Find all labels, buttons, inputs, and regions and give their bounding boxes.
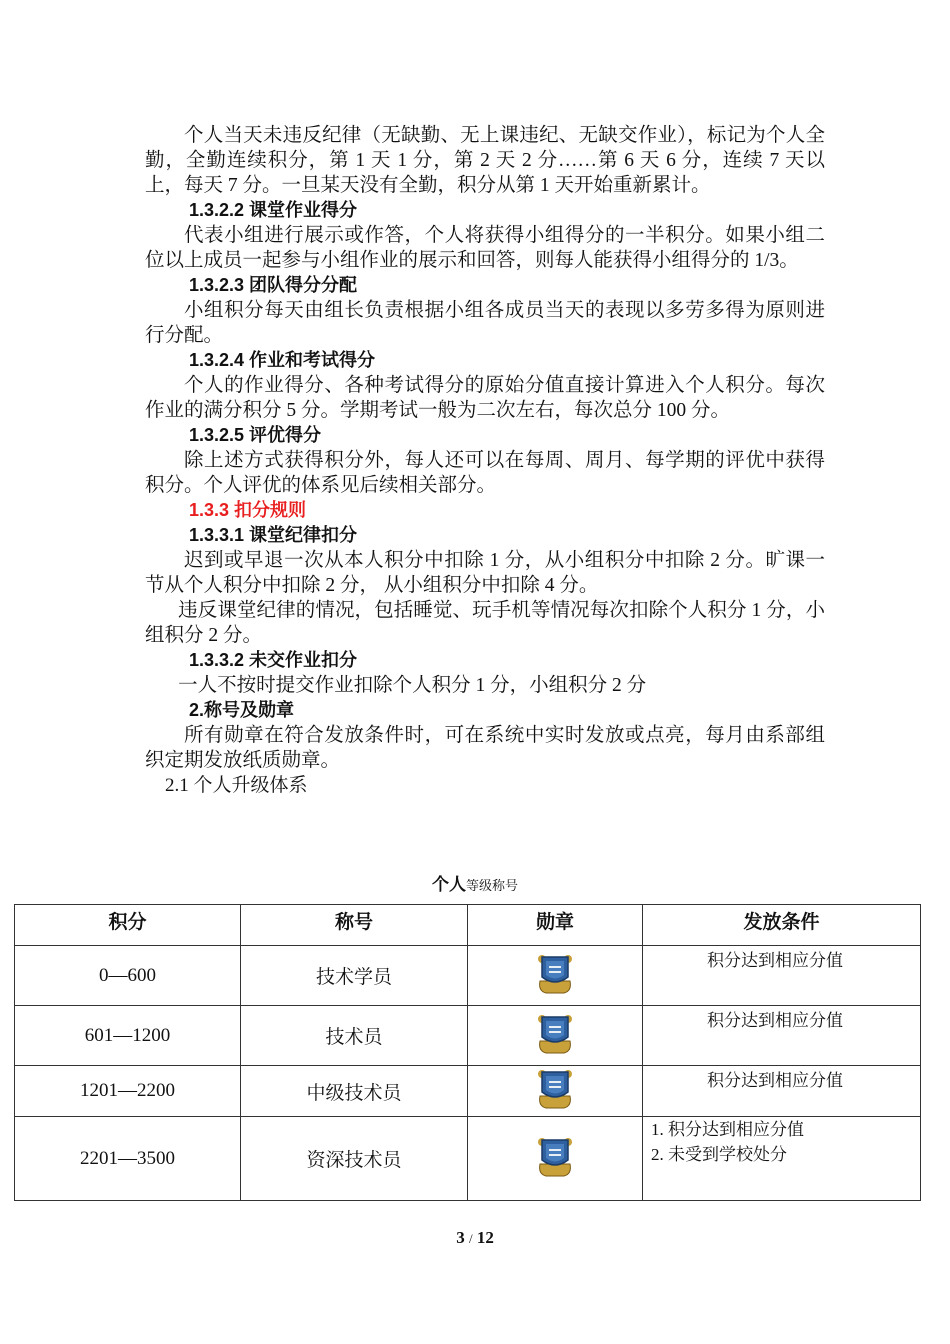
rank-title: 技术员 bbox=[241, 1006, 468, 1066]
score-range: 1201—2200 bbox=[15, 1066, 241, 1117]
header-title: 称号 bbox=[241, 905, 468, 946]
total-pages: 12 bbox=[476, 1228, 494, 1247]
condition: 积分达到相应分值 bbox=[643, 1066, 921, 1117]
condition bbox=[643, 1117, 921, 1201]
body-text bbox=[145, 123, 825, 798]
paragraph: 所有勋章在符合发放条件时，可在系统中实时发放或点亮，每月由系部组织定期发放纸质勋章。 bbox=[145, 725, 825, 771]
header-condition: 发放条件 bbox=[643, 905, 921, 946]
section-heading: 1.3.2.5 评优得分 bbox=[189, 425, 322, 445]
medal-icon bbox=[536, 1134, 574, 1178]
table-header-row bbox=[15, 905, 921, 946]
section-heading: 1.3.3.1 课堂纪律扣分 bbox=[189, 525, 358, 545]
medal-icon bbox=[536, 1011, 574, 1055]
paragraph: 小组积分每天由组长负责根据小组各成员当天的表现以多劳多得为原则进行分配。 bbox=[145, 300, 825, 346]
table-row bbox=[15, 946, 921, 1006]
paragraph: 代表小组进行展示或作答，个人将获得小组得分的一半积分。如果小组二位以上成员一起参与小组作业的展示和回答，则每人能获得小组得分的 1/3。 bbox=[145, 225, 825, 271]
rank-title: 中级技术员 bbox=[241, 1066, 468, 1117]
header-medal: 勋章 bbox=[468, 905, 643, 946]
score-range: 2201—3500 bbox=[15, 1117, 241, 1201]
paragraph: 个人当天未违反纪律（无缺勤、无上课违纪、无缺交作业），标记为个人全勤，全勤连续积分，第 1 天 1 分，第 2 天 2 分……第 6 天 6 分，连续 7 天以上，每天 7 分。一旦某天没有全勤，积分从第 1 天开始重新累计。 bbox=[145, 125, 825, 196]
medal-cell bbox=[468, 1066, 643, 1117]
section-heading: 1.3.2.2 课堂作业得分 bbox=[189, 200, 358, 220]
section-heading: 1.3.3.2 未交作业扣分 bbox=[189, 650, 358, 670]
medal-icon bbox=[536, 1066, 574, 1110]
condition-line: 2. 未受到学校处分 bbox=[651, 1145, 787, 1164]
page-separator: / bbox=[468, 1231, 473, 1246]
medal-icon bbox=[536, 951, 574, 995]
caption-main: 个人 bbox=[431, 875, 466, 894]
section-heading: 1.3.2.4 作业和考试得分 bbox=[189, 350, 376, 370]
current-page: 3 bbox=[456, 1228, 465, 1247]
header-score: 积分 bbox=[15, 905, 241, 946]
paragraph: 迟到或早退一次从本人积分中扣除 1 分，从小组积分中扣除 2 分。旷课一节从个人积分中扣除 2 分， 从小组积分中扣除 4 分。 bbox=[145, 550, 825, 596]
score-range: 0—600 bbox=[15, 946, 241, 1006]
grade-table bbox=[14, 904, 921, 1201]
rank-title: 资深技术员 bbox=[241, 1117, 468, 1201]
table-caption bbox=[0, 870, 950, 895]
paragraph: 个人的作业得分、各种考试得分的原始分值直接计算进入个人积分。每次作业的满分积分 5 分。学期考试一般为二次左右，每次总分 100 分。 bbox=[145, 375, 825, 421]
section-heading-red: 1.3.3 扣分规则 bbox=[189, 500, 307, 520]
table-row bbox=[15, 1117, 921, 1201]
caption-sub: 等级称号 bbox=[465, 878, 518, 893]
table-row bbox=[15, 1066, 921, 1117]
paragraph: 一人不按时提交作业扣除个人积分 1 分，小组积分 2 分 bbox=[178, 675, 647, 696]
medal-cell bbox=[468, 1006, 643, 1066]
section-heading: 1.3.2.3 团队得分分配 bbox=[189, 275, 358, 295]
page-number bbox=[0, 1228, 950, 1248]
condition: 积分达到相应分值 bbox=[643, 1006, 921, 1066]
subsection-title: 2.1 个人升级体系 bbox=[165, 775, 308, 796]
condition-line: 1. 积分达到相应分值 bbox=[651, 1120, 804, 1139]
section-heading: 2.称号及勋章 bbox=[189, 700, 295, 720]
table-row bbox=[15, 1006, 921, 1066]
medal-cell bbox=[468, 946, 643, 1006]
rank-title: 技术学员 bbox=[241, 946, 468, 1006]
paragraph: 违反课堂纪律的情况，包括睡觉、玩手机等情况每次扣除个人积分 1 分，小组积分 2 分。 bbox=[145, 600, 825, 646]
paragraph: 除上述方式获得积分外，每人还可以在每周、周月、每学期的评优中获得积分。个人评优的体系见后续相关部分。 bbox=[145, 450, 825, 496]
medal-cell bbox=[468, 1117, 643, 1201]
condition: 积分达到相应分值 bbox=[643, 946, 921, 1006]
score-range: 601—1200 bbox=[15, 1006, 241, 1066]
